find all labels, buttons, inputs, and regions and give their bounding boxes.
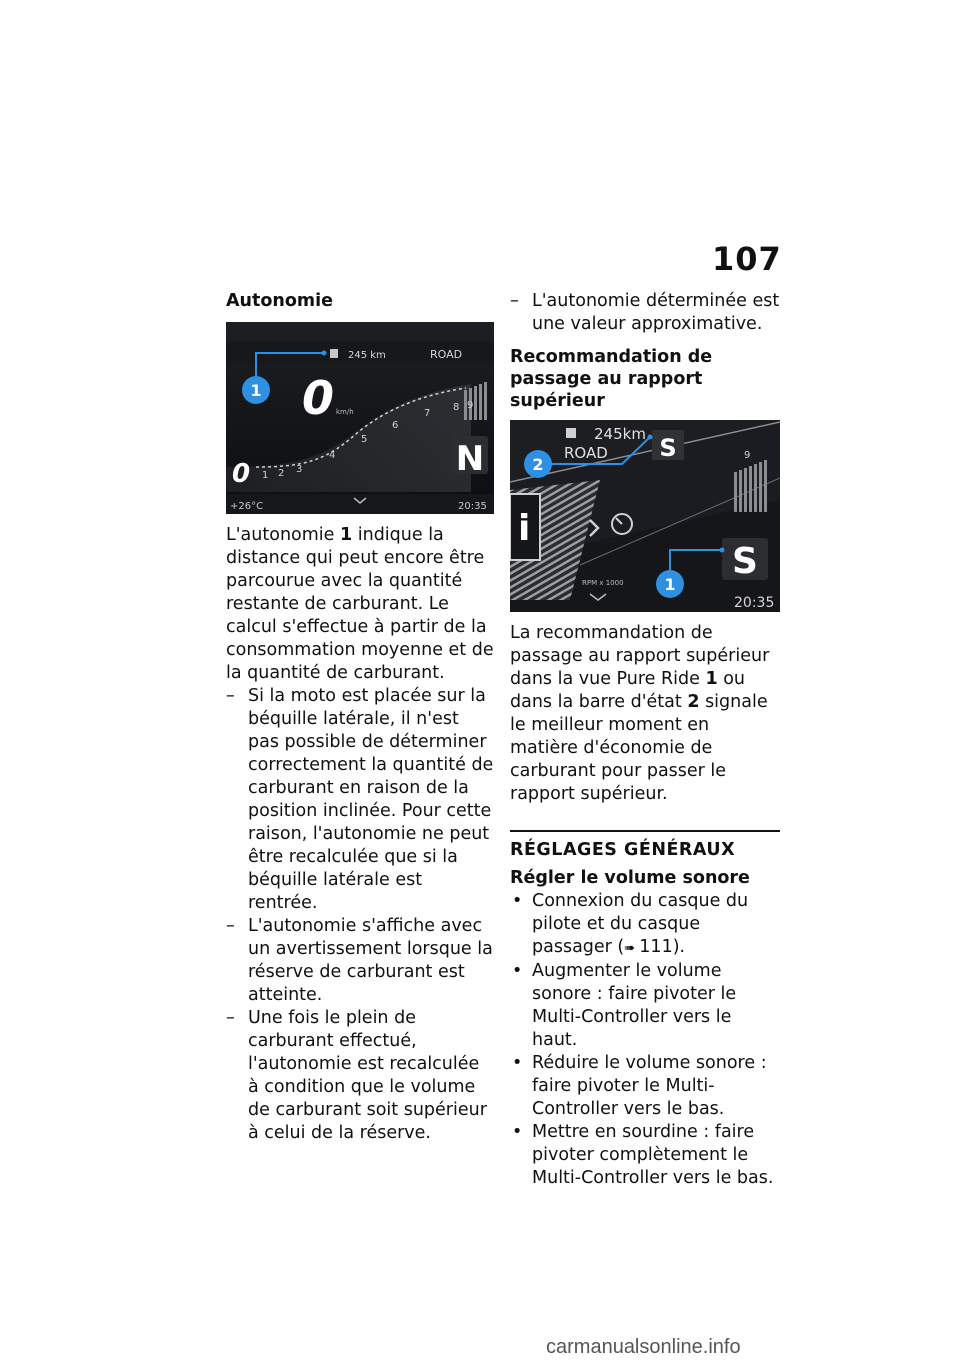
status-mode: ROAD — [564, 444, 608, 462]
status-range: 245 km — [348, 350, 386, 361]
rpm-tick: 1 — [262, 470, 269, 481]
list-item: • Réduire le volume sonore : faire pivoter le Multi-Controller vers le bas. — [510, 1052, 780, 1121]
clock: 20:35 — [458, 501, 487, 512]
list-item: – L'autonomie déterminée est une valeur approximative. — [510, 290, 780, 336]
rpm-tick: 7 — [424, 408, 431, 419]
clock: 20:35 — [734, 595, 775, 611]
rpm-tick: 9 — [467, 400, 474, 411]
dashboard-screenshot-range — [226, 322, 494, 514]
section-divider — [510, 830, 780, 832]
right-column — [510, 290, 780, 1190]
shift-indicator-pure-ride: S — [732, 541, 758, 582]
status-range: 245km — [594, 425, 646, 443]
callout-1-label: 1 — [250, 381, 262, 400]
rpm-label: RPM x 1000 — [582, 579, 624, 587]
callout-2-label: 2 — [532, 455, 544, 474]
info-icon: i — [518, 508, 531, 549]
left-column — [226, 290, 494, 1145]
list-item: – L'autonomie s'affiche avec un avertissement lorsque la réserve de carburant est atteinte. — [226, 915, 494, 1007]
list-item: • Augmenter le volume sonore : faire pivoter le Multi-Controller vers le haut. — [510, 960, 780, 1052]
gear-display: 0 — [232, 459, 251, 489]
list-item: • Mettre en sourdine : faire pivoter complètement le Multi-Controller vers le bas. — [510, 1121, 780, 1190]
status-mode: ROAD — [430, 348, 463, 361]
heading-shift-recommendation: Recommandation de passage au rapport supérieur — [510, 347, 713, 411]
rpm-tick: 2 — [278, 468, 285, 479]
tft-display-shift — [510, 420, 780, 612]
autonomie-notes-continued — [510, 290, 780, 336]
callout-1-label: 1 — [664, 575, 676, 594]
rpm-tick: 6 — [392, 420, 399, 431]
shift-indicator-status-bar: S — [659, 434, 677, 462]
watermark: carmanualsonline.info — [546, 1336, 741, 1358]
list-item: • Connexion du casque du pilote et du casque passager (➠ 111). — [510, 890, 780, 960]
volume-steps — [510, 890, 780, 1190]
intro-shift-recommendation: La recommandation de passage au rapport supérieur dans la vue Pure Ride 1 ou dans la barre d'état 2 signale le meilleur moment en matière d'économie de carburant pour passer le rapport supérieur. — [510, 623, 770, 804]
speed-unit: km/h — [336, 408, 354, 416]
fuel-pump-icon — [330, 349, 338, 358]
rpm-tick: 3 — [296, 464, 303, 475]
fuel-pump-icon — [566, 428, 576, 438]
list-item: – Une fois le plein de carburant effectué, l'autonomie est recalculée à condition que le volume de carburant soit supérieur à celui de la réserve. — [226, 1007, 494, 1145]
speed-value: 0 — [302, 371, 335, 425]
tft-display-range — [226, 322, 494, 514]
rpm-tick: 8 — [453, 402, 460, 413]
rpm-tick: 5 — [361, 434, 368, 445]
subsection-title-volume: Régler le volume sonore — [510, 868, 750, 888]
rpm-tick: 9 — [744, 450, 751, 461]
page-reference-link[interactable]: 111 — [639, 937, 673, 957]
intro-autonomie: L'autonomie 1 indique la distance qui peut encore être parcourue avec la quantité restante de carburant. Le calcul s'effectue à partir de la consommation moyenne et de la quantité de carburant. — [226, 525, 494, 683]
page-reference-arrow-icon: ➠ — [624, 941, 640, 956]
heading-autonomie: Autonomie — [226, 291, 333, 311]
neutral-indicator: N — [455, 439, 485, 479]
page-number: 107 — [712, 240, 782, 278]
dashboard-screenshot-shift — [510, 420, 780, 612]
section-title-general-settings: RÉGLAGES GÉNÉRAUX — [510, 840, 736, 860]
autonomie-notes — [226, 685, 494, 1145]
rpm-tick: 4 — [329, 450, 336, 461]
list-item: – Si la moto est placée sur la béquille latérale, il n'est pas possible de déterminer correctement la quantité de carburant en raison de la position inclinée. Pour cette raison, l'autonomie ne peut être recalculée que si la béquille latérale est rentrée. — [226, 685, 494, 915]
temperature: +26°C — [230, 501, 264, 512]
